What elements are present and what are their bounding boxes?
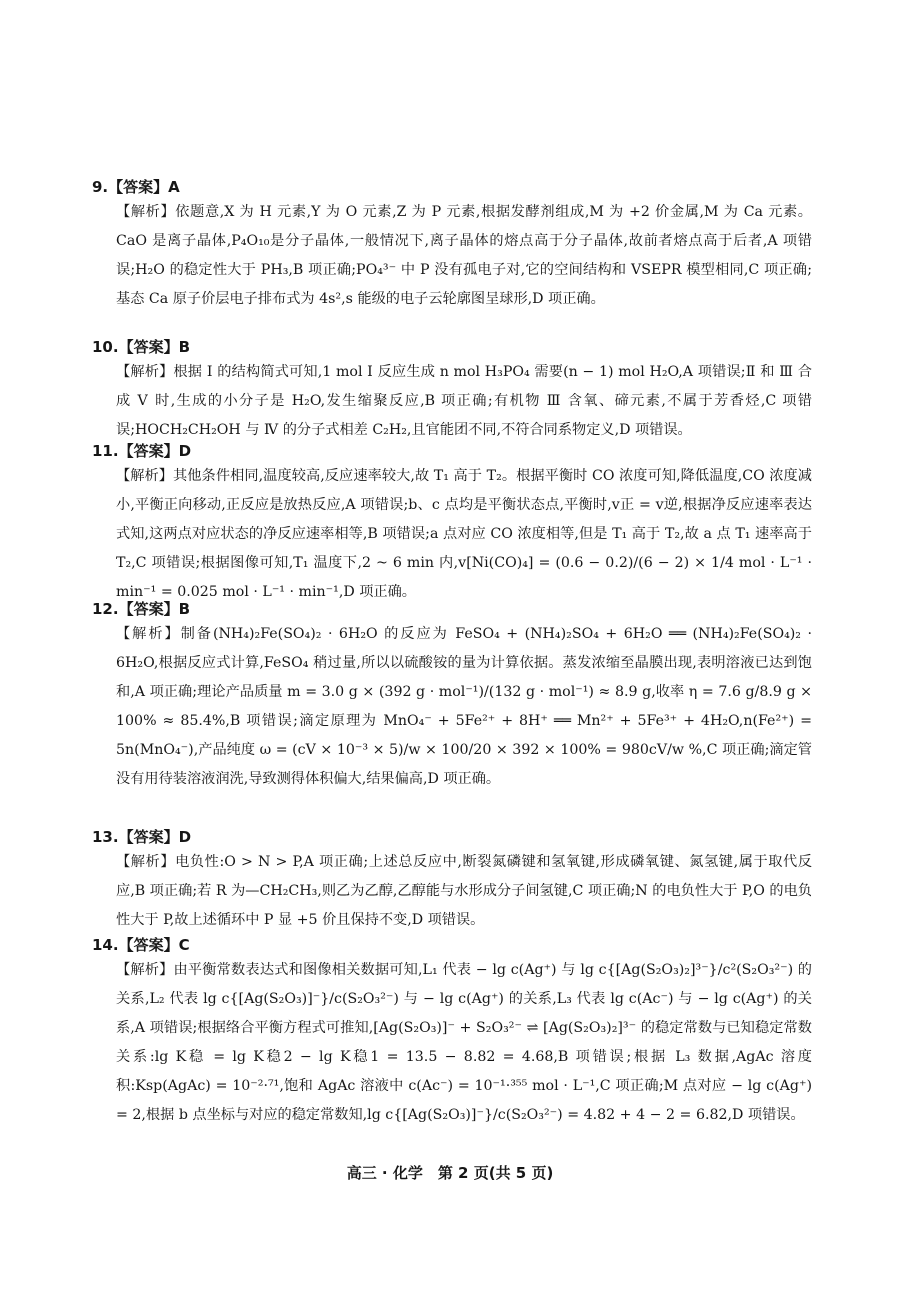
answer-heading: 9.【答案】A (92, 178, 180, 196)
explanation-text: 【解析】依题意,X 为 H 元素,Y 为 O 元素,Z 为 P 元素,根据发酵剂组成,M 为 +2 价金属,M 为 Ca 元素。CaO 是离子晶体,P₄O₁₀是分子晶体,一般情况下,离子晶体的熔点高于分子晶体,故前者熔点高于后者,A 项错误;H₂O 的稳定性大于 PH₃,B 项正确;PO₄³⁻ 中 P 没有孤电子对,它的空间结构和 VSEPR 模型相同,C 项正确;基态 Ca 原子价层电子排布式为 4s²,s 能级的电子云轮廓图呈球形,D 项正确。 (116, 204, 812, 307)
answer-heading: 11.【答案】D (92, 442, 192, 460)
explanation-text: 【解析】根据 Ⅰ 的结构简式可知,1 mol Ⅰ 反应生成 n mol H₃PO₄ 需要(n − 1) mol H₂O,A 项错误;Ⅱ 和 Ⅲ 合成 Ⅴ 时,生成的小分子是 H₂O,发生缩聚反应,B 项正确;有机物 Ⅲ 含氧、碲元素,不属于芳香烃,C 项错误;HOCH₂CH₂OH 与 Ⅳ 的分子式相差 C₂H₂,且官能团不同,不符合同系物定义,D 项错误。 (116, 364, 812, 438)
question-14 (92, 934, 812, 1130)
explanation-text: 【解析】其他条件相同,温度较高,反应速率较大,故 T₁ 高于 T₂。根据平衡时 CO 浓度可知,降低温度,CO 浓度减小,平衡正向移动,正反应是放热反应,A 项错误;b、c 点均是平衡状态点,平衡时,v正 = v逆,根据净反应速率表达式知,这两点对应状态的净反应速率相等,B 项错误;a 点对应 CO 浓度相等,但是 T₁ 高于 T₂,故 a 点 T₁ 速率高于 T₂,C 项错误;根据图像可知,T₁ 温度下,2 ~ 6 min 内,v[Ni(CO)₄] = (0.6 − 0.2)/(6 − 2) × 1/4 mol · L⁻¹ · min⁻¹ = 0.025 mol · L⁻¹ · min⁻¹,D 项正确。 (116, 468, 812, 600)
explanation-text: 【解析】由平衡常数表达式和图像相关数据可知,L₁ 代表 − lg c(Ag⁺) 与 lg c{[Ag(S₂O₃)₂]³⁻}/c²(S₂O₃²⁻) 的关系,L₂ 代表 lg c{[Ag(S₂O₃)]⁻}/c(S₂O₃²⁻) 与 − lg c(Ag⁺) 的关系,L₃ 代表 lg c(Ac⁻) 与 − lg c(Ag⁺) 的关系,A 项错误;根据络合平衡方程式可推知,[Ag(S₂O₃)]⁻ + S₂O₃²⁻ ⇌ [Ag(S₂O₃)₂]³⁻ 的稳定常数与已知稳定常数关系:lg K稳 = lg K稳2 − lg K稳1 = 13.5 − 8.82 = 4.68,B 项错误;根据 L₃ 数据,AgAc 溶度积:Ksp(AgAc) = 10⁻²·⁷¹,饱和 AgAc 溶液中 c(Ac⁻) = 10⁻¹·³⁵⁵ mol · L⁻¹,C 项正确;M 点对应 − lg c(Ag⁺) = 2,根据 b 点坐标与对应的稳定常数知,lg c{[Ag(S₂O₃)]⁻}/c(S₂O₃²⁻) = 4.82 + 4 − 2 = 6.82,D 项错误。 (116, 962, 812, 1123)
answer-heading: 13.【答案】D (92, 828, 192, 846)
page-footer: 高三 · 化学 第 2 页(共 5 页) (346, 1164, 554, 1182)
question-9 (92, 176, 812, 314)
question-12 (92, 598, 812, 794)
answer-heading: 12.【答案】B (92, 600, 191, 618)
explanation-text: 【解析】电负性:O > N > P,A 项正确;上述总反应中,断裂氮磷键和氢氧键,形成磷氧键、氮氢键,属于取代反应,B 项正确;若 R 为—CH₂CH₃,则乙为乙醇,乙醇能与水形成分子间氢键,C 项正确;N 的电负性大于 P,O 的电负性大于 P,故上述循环中 P 显 +5 价且保持不变,D 项错误。 (116, 854, 812, 928)
explanation-text: 【解析】制备(NH₄)₂Fe(SO₄)₂ · 6H₂O 的反应为 FeSO₄ + (NH₄)₂SO₄ + 6H₂O ══ (NH₄)₂Fe(SO₄)₂ · 6H₂O,根据反应式计算,FeSO₄ 稍过量,所以以硫酸铵的量为计算依据。蒸发浓缩至晶膜出现,表明溶液已达到饱和,A 项正确;理论产品质量 m = 3.0 g × (392 g · mol⁻¹)/(132 g · mol⁻¹) ≈ 8.9 g,收率 η = 7.6 g/8.9 g × 100% ≈ 85.4%,B 项错误;滴定原理为 MnO₄⁻ + 5Fe²⁺ + 8H⁺ ══ Mn²⁺ + 5Fe³⁺ + 4H₂O,n(Fe²⁺) = 5n(MnO₄⁻),产品纯度 ω = (cV × 10⁻³ × 5)/w × 100/20 × 392 × 100% = 980cV/w %,C 项正确;滴定管没有用待装溶液润洗,导致测得体积偏大,结果偏高,D 项正确。 (116, 626, 812, 787)
question-10 (92, 336, 812, 445)
answer-heading: 10.【答案】B (92, 338, 191, 356)
question-11 (92, 440, 812, 607)
answer-heading: 14.【答案】C (92, 936, 190, 954)
question-13 (92, 826, 812, 935)
